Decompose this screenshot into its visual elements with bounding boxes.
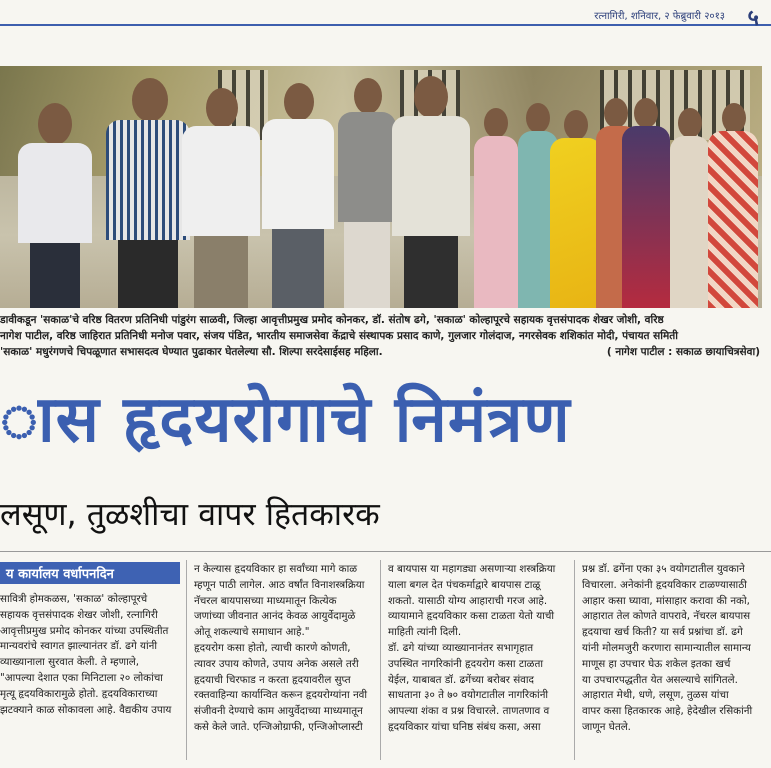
article-column-4 — [582, 562, 764, 736]
article-column-3 — [388, 562, 568, 736]
column-line: आहारात मेथी, धणे, लसूण, तुळस यांचा — [582, 689, 729, 702]
column-line: नॅचरल बायपासच्या माध्यमातून कित्येक — [194, 594, 337, 607]
column-line: साधताना ३० ते ७० वयोगटातील नागरिकांनी — [388, 689, 549, 702]
column-separator — [186, 560, 187, 760]
caption-line-text: 'सकाळ' मधुरंगणचे चिपळूणात सभासदत्व घेण्यात पुढाकार घेतलेल्या सौ. शिल्पा सरदेसाईसह महिला. — [0, 346, 383, 358]
column-line: आहारात तेल कोणते वापरावे, नॅचरल बायपास — [582, 610, 751, 623]
column-line: शकतो. यासाठी योग्य आहाराची गरज आहे. — [388, 594, 548, 607]
page-number: ५ — [747, 6, 759, 31]
column-line: माणूस हा उपचार घेऊ शकेल इतका खर्च — [582, 657, 731, 670]
photo-person — [388, 76, 473, 308]
headline: ास हृदयरोगाचे निमंत्रण — [0, 383, 571, 457]
column-line: ओतू शकल्याचे समाधान आहे." — [194, 626, 310, 639]
column-line: व बायपास या महागड्या असणाऱ्या शस्त्रक्रिया — [388, 563, 556, 575]
photo-person — [620, 98, 672, 308]
column-line: प्रश्न डॉ. ढगेंना एका ३५ वयोगटातील युवकाने — [582, 563, 745, 575]
section-rule — [0, 551, 771, 552]
column-line: संजीवनी देण्याचे काम आयुर्वेदाच्या माध्यमातून — [194, 705, 363, 718]
column-line: जाणून घेतले. — [582, 720, 631, 733]
photo-person — [706, 103, 760, 308]
column-line: कसे केले जाते. एन्जिओग्राफी, एन्जिओप्लास्टी — [194, 720, 363, 733]
column-line: आपल्या शंका व प्रश्न विचारले. ताणतणाव व — [388, 705, 550, 718]
page-header — [0, 0, 771, 34]
column-separator — [380, 560, 381, 760]
column-line: व्याख्यानाला सुरवात केली. ते म्हणाले, — [0, 656, 140, 669]
column-line: "आपल्या देशात एका मिनिटाला २० लोकांचा — [0, 671, 163, 684]
column-line: या उपचारपद्धतीत येत असल्याचे सांगितले. — [582, 673, 738, 686]
column-line: मृत्यू हृदयविकारामुळे होतो. हृदयविकाराच्या — [0, 687, 158, 700]
photo-person — [178, 88, 263, 308]
column-line: सावित्री होमकळस, 'सकाळ' कोल्हापूरचे — [0, 593, 148, 605]
column-line: रक्तवाहिन्या कार्यान्वित करून हृदयरोग्यांना नवी — [194, 689, 368, 702]
column-line: आहार कसा घ्यावा, मांसाहार करावा की नको, — [582, 594, 750, 607]
column-line: उपस्थित नागरिकांनी हृदयरोग कसा टाळता — [388, 657, 544, 670]
article-column-2 — [194, 562, 374, 736]
column-line: त्यावर उपाय कोणते, उपाय अनेक असले तरी — [194, 657, 359, 670]
column-line: वापर कसा हितकारक आहे, हेदेखील रसिकांनी — [582, 705, 753, 718]
column-line: हृदयरोग कसा होतो, त्याची कारणे कोणती, — [194, 641, 351, 654]
section-band-label: य कार्यालय वर्धापनदिन — [6, 567, 114, 582]
column-line: विचारला. अनेकांनी हृदयविकार टाळण्यासाठी — [582, 578, 747, 591]
column-line: आवृत्तीप्रमुख प्रमोद कोनकर यांच्या उपस्थितीत — [0, 624, 169, 637]
photo-person — [472, 108, 520, 308]
dateline: रत्नागिरी, शनिवार, २ फेब्रुवारी २०१३ — [594, 11, 725, 22]
column-separator — [574, 560, 575, 760]
column-line: मान्यवरांचे स्वागत झाल्यानंतर डॉ. ढगे यांनी — [0, 640, 158, 653]
column-line: हृदयाचा खर्च किती? या सर्व प्रश्नांचा डॉ. ढगे — [582, 626, 743, 639]
column-line: जणांच्या जीवनात आनंद केवळ आयुर्वेदामुळे — [194, 610, 356, 623]
column-line: न केल्यास हृदयविकार हा सर्वांच्या मागे काळ — [194, 563, 358, 575]
photo-caption — [0, 312, 760, 360]
photo-credit: ( नागेश पाटील : सकाळ छायाचित्रसेवा) — [606, 346, 760, 358]
column-line: झटक्याने काळ सोकावला आहे. वैद्यकीय उपाय — [0, 703, 172, 716]
column-line: सहायक वृत्तसंपादक शेखर जोशी, रत्नागिरी — [0, 608, 158, 621]
column-line: म्हणून पाठी लागेल. आठ वर्षांत विनाशस्त्रक्रिया — [194, 578, 365, 591]
caption-line — [0, 344, 760, 360]
caption-line: नागेश पाटील, वरिष्ठ जाहिरात प्रतिनिधी मनोज पवार, संजय पंडित, भारतीय समाजसेवा केंद्राचे संस्थापक प्रसाद काणे, गुलजार गोलंदाज, नगरसेवक शशिकांत मोदी, पंचायत समिती — [0, 330, 678, 342]
caption-line: डावीकडून 'सकाळ'चे वरिष्ठ वितरण प्रतिनिधी पांडुरंग साळवी, जिल्हा आवृत्तीप्रमुख प्रमोद कोनकर, डॉ. संतोष ढगे, 'सकाळ' कोल्हापूरचे सहायक वृत्तसंपादक शेखर जोशी, वरिष्ठ — [0, 314, 664, 326]
subheadline: लसूण, तुळशीचा वापर हितकारक — [0, 495, 380, 533]
group-photo — [0, 66, 762, 308]
column-line: यांनी मोलमजुरी करणारा सामान्यातील सामान्य — [582, 641, 751, 654]
column-line: येईल, याबाबत डॉ. ढगेंच्या बरोबर संवाद — [388, 673, 535, 686]
column-line: माहिती त्यांनी दिली. — [388, 626, 462, 639]
column-line: हृदयविकार यांचा घनिष्ठ संबंध कसा, असा — [388, 720, 541, 733]
column-line: डॉ. ढगे यांच्या व्याख्यानानंतर सभागृहात — [388, 641, 534, 654]
photo-person — [10, 103, 100, 308]
section-band — [0, 562, 180, 584]
column-line: व्यायामाने हृदयविकार कसा टाळता येतो याची — [388, 610, 555, 623]
header-rule — [0, 24, 771, 26]
photo-person — [258, 83, 338, 308]
article-column-1 — [0, 592, 178, 718]
column-line: हृदयाची चिरफाड न करता हृदयावरील सुप्त — [194, 673, 351, 686]
column-line: याला बगल देत पंचकर्माद्वारे बायपास टाळू — [388, 578, 541, 591]
